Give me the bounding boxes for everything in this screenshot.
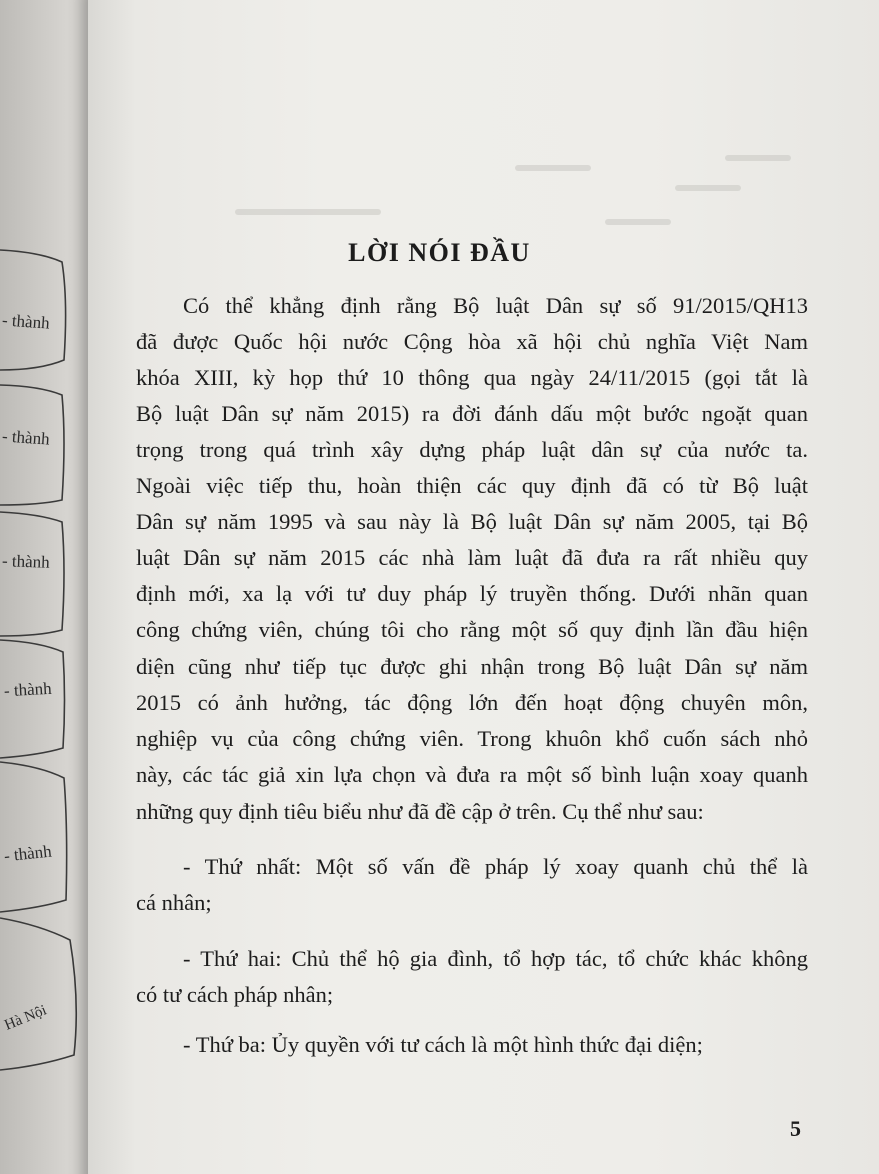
text-line: những quy định tiêu biểu như đã đề cập ở trên. Cụ thể như sau: [136, 799, 704, 824]
tab-label: - thành [1, 551, 51, 572]
text-line: Ngoài việc tiếp thu, hoàn thiện các quy định đã có từ Bộ luật [136, 473, 808, 498]
page-title: LỜI NÓI ĐẦU [348, 238, 531, 267]
tab-label: - thành [1, 426, 51, 449]
corner-label: Hà Nội [2, 1002, 49, 1034]
tab-label: - thành [1, 310, 51, 333]
page-number: 5 [790, 1116, 801, 1141]
tab-label: - thành [3, 841, 53, 866]
text-line: đã được Quốc hội nước Cộng hòa xã hội chủ nghĩa Việt Nam [136, 329, 808, 354]
list-item-line: cá nhân; [136, 890, 212, 915]
text-line: trọng trong quá trình xây dựng pháp luật dân sự của nước ta. [136, 437, 808, 462]
text-line: nghiệp vụ của công chứng viên. Trong khuôn khổ cuốn sách nhỏ [136, 726, 808, 751]
text-line: Dân sự năm 1995 và sau này là Bộ luật Dân sự năm 2005, tại Bộ [136, 509, 808, 534]
text-line: Bộ luật Dân sự năm 2015) ra đời đánh dấu một bước ngoặt quan [136, 401, 808, 426]
list-item-line: - Thứ hai: Chủ thể hộ gia đình, tổ hợp tác, tổ chức khác không [183, 946, 808, 971]
text-line: định mới, xa lạ với tư duy pháp lý truyền thống. Dưới nhãn quan [136, 581, 808, 606]
text-line: 2015 có ảnh hưởng, tác động lớn đến hoạt động chuyên môn, [136, 690, 808, 715]
text-line: diện cũng như tiếp tục được ghi nhận trong Bộ luật Dân sự năm [136, 654, 808, 679]
list-item-line: - Thứ ba: Ủy quyền với tư cách là một hình thức đại diện; [183, 1032, 703, 1057]
tab-label: - thành [3, 678, 53, 701]
text-line: công chứng viên, chúng tôi cho rằng một số quy định lần đầu hiện [136, 617, 808, 642]
text-line: luật Dân sự năm 2015 các nhà làm luật đã đưa ra rất nhiều quy [136, 545, 808, 570]
text-line: khóa XIII, kỳ họp thứ 10 thông qua ngày 24/11/2015 (gọi tắt là [136, 365, 808, 390]
list-item-line: có tư cách pháp nhân; [136, 982, 334, 1007]
text-line: này, các tác giả xin lựa chọn và đưa ra một số bình luận xoay quanh [136, 762, 808, 787]
text-line: Có thể khẳng định rằng Bộ luật Dân sự số 91/2015/QH13 [183, 293, 808, 318]
list-item-line: - Thứ nhất: Một số vấn đề pháp lý xoay quanh chủ thể là [183, 854, 808, 879]
